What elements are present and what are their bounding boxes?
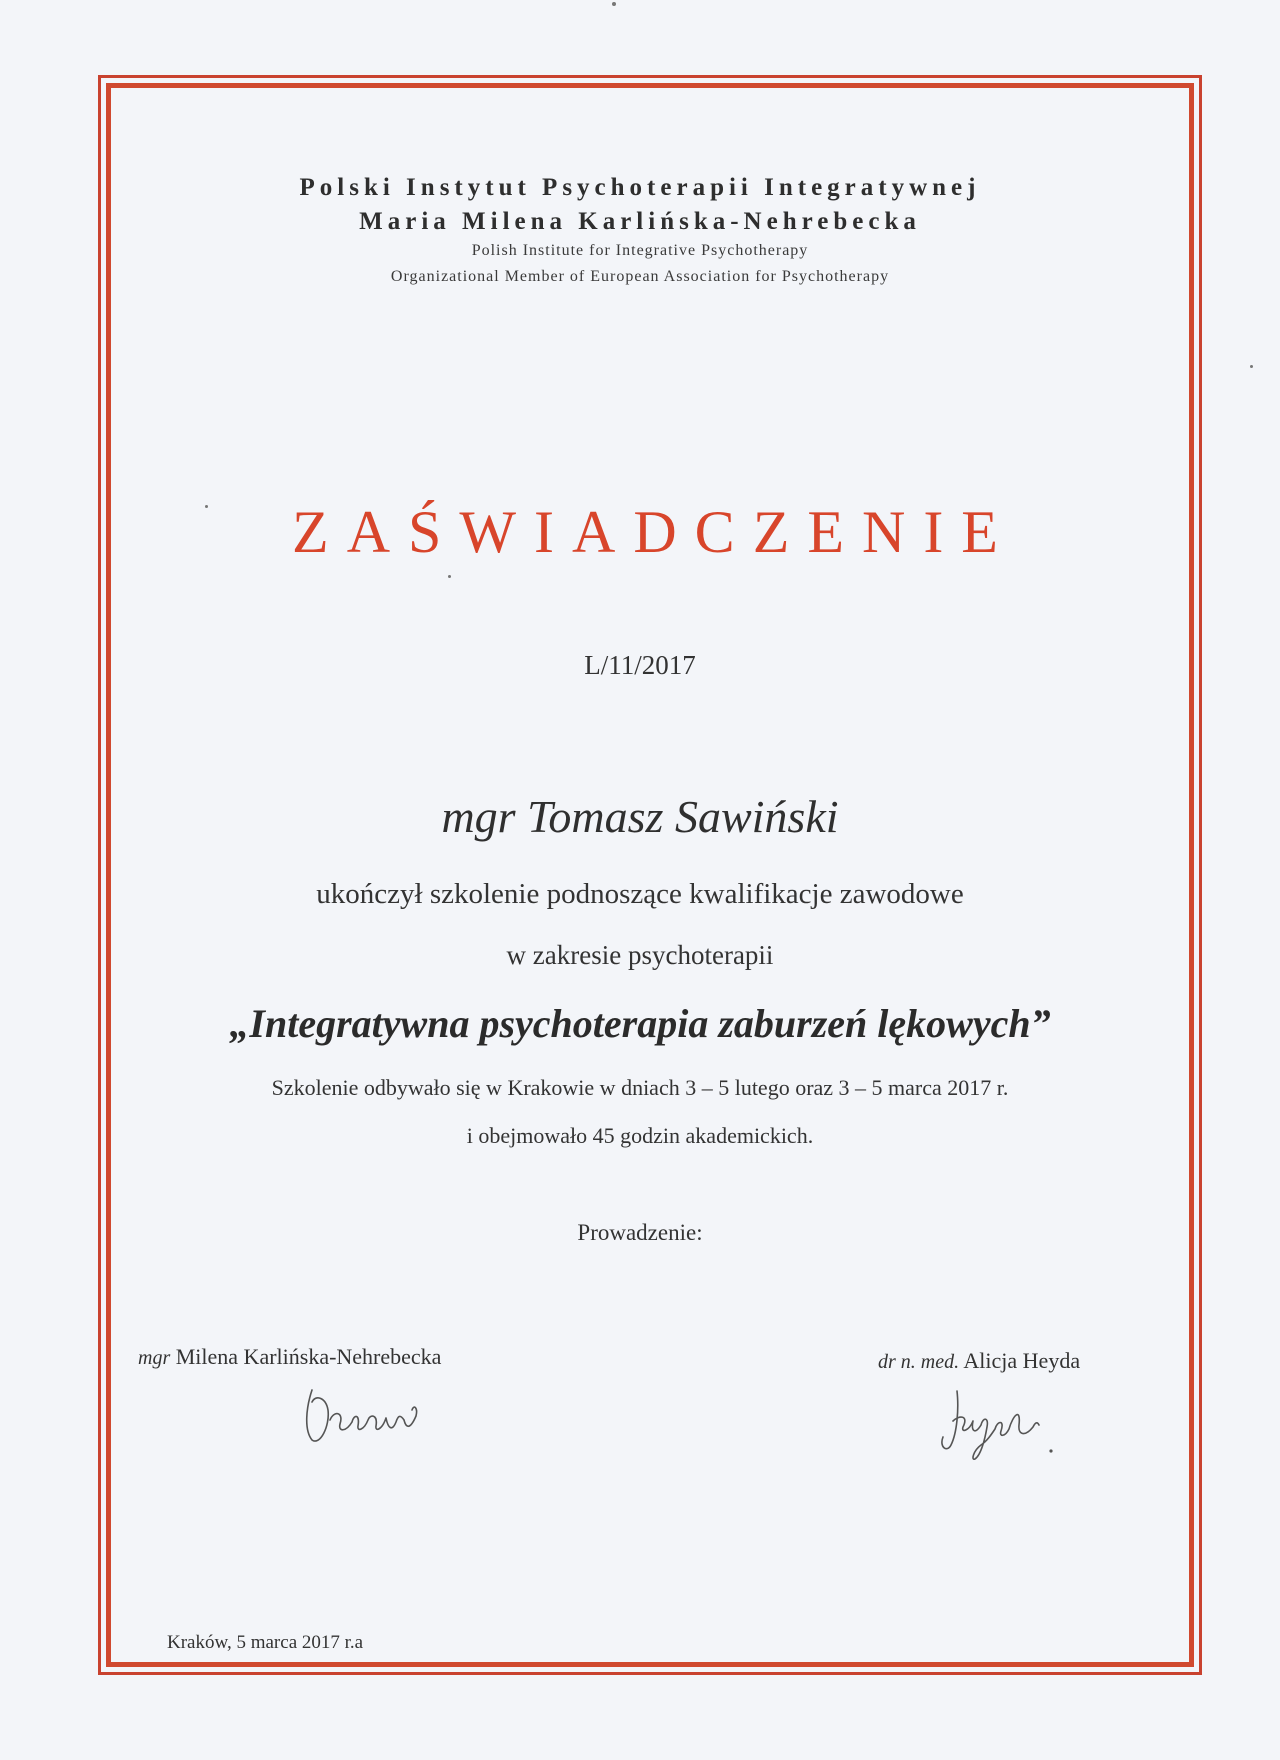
- leader-left-degree: mgr: [138, 1347, 171, 1369]
- leader-right-name: Alicja Heyda: [963, 1348, 1081, 1373]
- document-number: L/11/2017: [584, 650, 696, 680]
- institute-membership: Organizational Member of European Association for Psychotherapy: [390, 268, 890, 285]
- leader-right-degree: dr n. med.: [878, 1351, 960, 1373]
- course-hours: i obejmowało 45 godzin akademickich.: [466, 1123, 814, 1148]
- leader-left: [138, 1344, 441, 1370]
- scan-speck: [612, 2, 616, 6]
- signature-left-icon: [300, 1380, 440, 1450]
- course-dates: Szkolenie odbywało się w Krakowie w dniach 3 – 5 lutego oraz 3 – 5 marca 2017 r.: [271, 1075, 1009, 1100]
- signature-right-icon: [935, 1385, 1075, 1465]
- leader-right: [878, 1348, 1080, 1374]
- institute-name-english: Polish Institute for Integrative Psychotherapy: [471, 242, 809, 259]
- leader-left-name: Milena Karlińska-Nehrebecka: [175, 1344, 442, 1369]
- recipient-name: mgr Tomasz Sawiński: [441, 791, 839, 842]
- leaders-label: Prowadzenie:: [577, 1220, 703, 1245]
- document-title: ZAŚWIADCZENIE: [292, 499, 1016, 565]
- institute-founder: Maria Milena Karlińska-Nehrebecka: [359, 208, 921, 235]
- issue-place-date: Kraków, 5 marca 2017 r.a: [167, 1632, 364, 1653]
- scan-speck: [1250, 365, 1253, 368]
- course-title: „Integratywna psychoterapia zaburzeń lękowych”: [229, 1001, 1051, 1046]
- institute-name-polish: Polski Instytut Psychoterapii Integratywnej: [299, 174, 981, 201]
- completion-statement: ukończył szkolenie podnoszące kwalifikacje zawodowe: [316, 878, 964, 910]
- completion-scope: w zakresie psychoterapii: [506, 940, 774, 970]
